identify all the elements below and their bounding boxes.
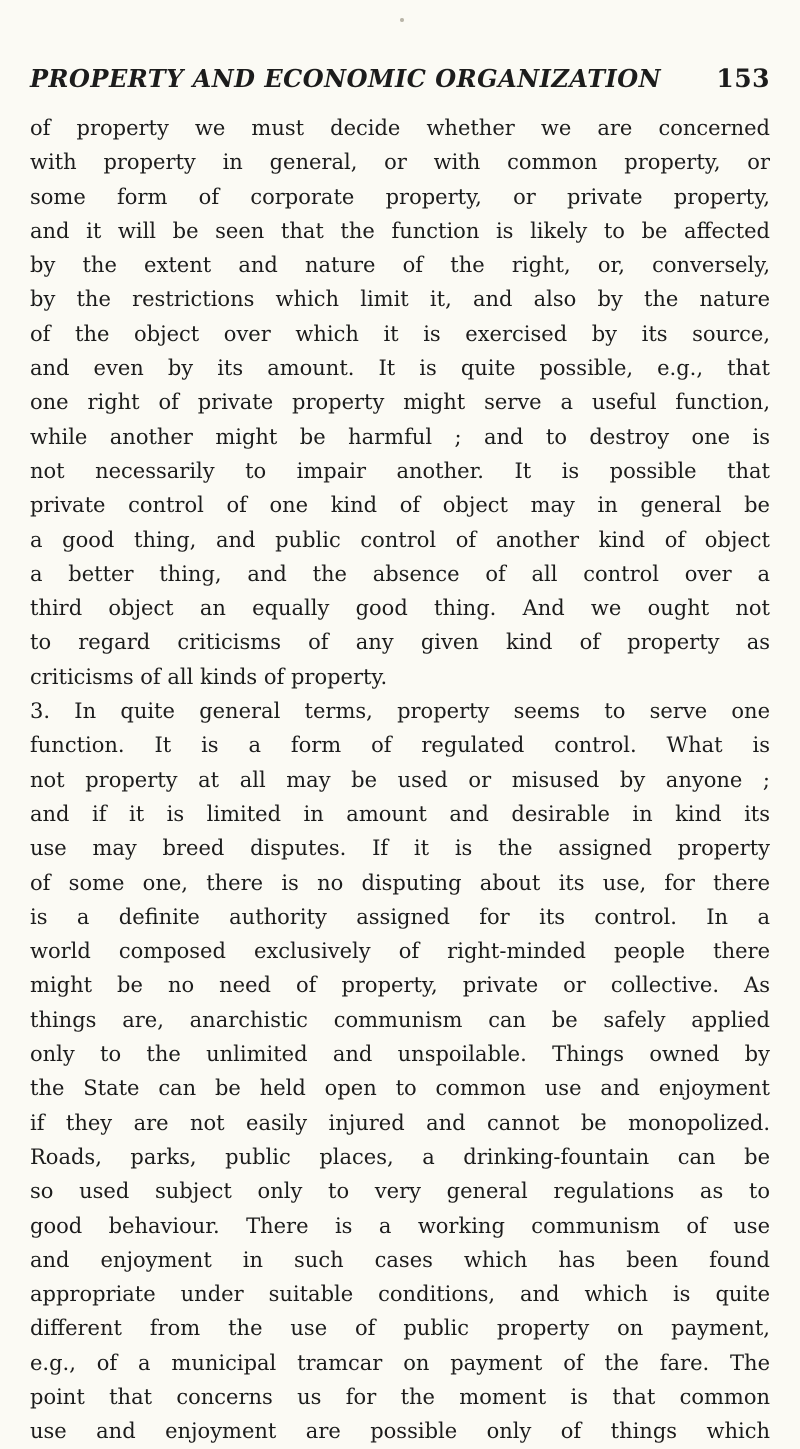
text-line: some form of corporate property, or private property,	[30, 184, 770, 209]
text-line: and if it is limited in amount and desirable in kind its	[30, 801, 770, 826]
text-line: one right of private property might serve a useful function,	[30, 390, 770, 415]
text-line: of property we must decide whether we are concerned	[30, 116, 770, 140]
text-line: things are, anarchistic communism can be safely applied	[30, 1007, 770, 1032]
text-line: e.g., of a municipal tramcar on payment of the fare. The	[30, 1350, 770, 1375]
text-line: is a definite authority assigned for its control. In a	[30, 904, 770, 929]
book-page	[30, 55, 770, 1449]
text-line: if they are not easily injured and cannot be monopolized.	[30, 1110, 770, 1135]
text-line: might be no need of property, private or collective. As	[30, 973, 770, 998]
text-line: by the extent and nature of the right, or, conversely,	[30, 253, 770, 278]
page-number: 153	[716, 64, 770, 93]
text-line: not necessarily to impair another. It is possible that	[30, 458, 770, 483]
text-line: different from the use of public property on payment,	[30, 1316, 770, 1341]
text-line: point that concerns us for the moment is that common	[30, 1384, 770, 1409]
text-line: not property at all may be used or misused by anyone ;	[30, 767, 770, 792]
text-line: Roads, parks, public places, a drinking-fountain can be	[30, 1144, 770, 1169]
text-line: with property in general, or with common property, or	[30, 150, 770, 175]
running-head	[30, 55, 770, 103]
text-line: use may breed disputes. If it is the assigned property	[30, 836, 770, 861]
text-line: only to the unlimited and unspoilable. Things owned by	[30, 1042, 770, 1067]
text-line: and it will be seen that the function is likely to be affected	[30, 218, 770, 243]
text-line: appropriate under suitable conditions, and which is quite	[30, 1282, 770, 1307]
text-line: of some one, there is no disputing about its use, for there	[30, 870, 770, 895]
text-line: the State can be held open to common use and enjoyment	[30, 1076, 770, 1101]
text-line: to regard criticisms of any given kind of property as	[30, 630, 770, 655]
text-line: so used subject only to very general regulations as to	[30, 1179, 770, 1204]
text-line: private control of one kind of object may in general be	[30, 493, 770, 518]
text-line: a better thing, and the absence of all control over a	[30, 561, 770, 586]
body-text	[30, 111, 770, 1449]
paragraph-end-line: criticisms of all kinds of property.	[30, 664, 388, 689]
text-line: by the restrictions which limit it, and also by the nature	[30, 287, 770, 312]
text-line: and even by its amount. It is quite possible, e.g., that	[30, 356, 770, 381]
text-line: third object an equally good thing. And we ought not	[30, 596, 770, 621]
text-line: and enjoyment in such cases which has been found	[30, 1247, 770, 1272]
text-line: good behaviour. There is a working communism of use	[30, 1213, 770, 1238]
text-line: use and enjoyment are possible only of things which	[30, 1419, 770, 1444]
text-line: function. It is a form of regulated control. What is	[30, 733, 770, 758]
page-speck	[400, 18, 404, 22]
text-line: of the object over which it is exercised by its source,	[30, 321, 770, 346]
text-line: a good thing, and public control of another kind of object	[30, 527, 770, 552]
running-head-title: PROPERTY AND ECONOMIC ORGANIZATION	[30, 64, 662, 93]
text-line: 3. In quite general terms, property seems to serve one	[30, 699, 770, 724]
text-line: world composed exclusively of right-minded people there	[30, 939, 770, 964]
text-line: while another might be harmful ; and to destroy one is	[30, 424, 770, 449]
